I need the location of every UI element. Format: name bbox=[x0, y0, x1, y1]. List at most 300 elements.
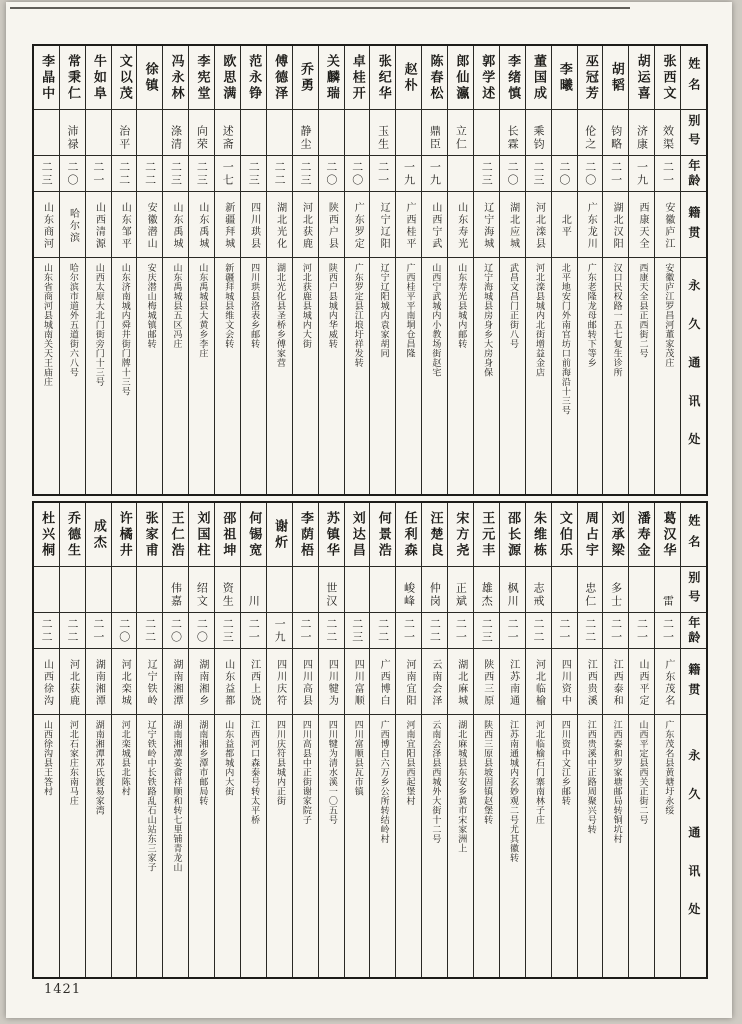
person-native-place: 云南会泽 bbox=[422, 649, 447, 715]
person-native-place: 河北获鹿 bbox=[60, 649, 85, 715]
person-column bbox=[422, 46, 448, 494]
person-age: 二一 bbox=[370, 156, 395, 192]
person-address: 西康天全县正西街二号 bbox=[637, 263, 648, 358]
person-column bbox=[345, 46, 371, 494]
person-name: 李荫梧 bbox=[293, 503, 318, 567]
person-column bbox=[629, 46, 655, 494]
person-name: 杜兴桐 bbox=[34, 503, 59, 567]
person-age: 二一 bbox=[552, 613, 577, 649]
person-name: 宋方尧 bbox=[448, 503, 473, 567]
person-native-place: 山东邹平 bbox=[112, 192, 137, 258]
person-address: 新疆拜城县维文会转 bbox=[223, 263, 234, 349]
person-age: 二一 bbox=[603, 613, 628, 649]
person-age: 二一 bbox=[86, 156, 111, 192]
person-address: 山东禹城县大黄乡李庄 bbox=[197, 263, 208, 358]
person-age: 一九 bbox=[422, 156, 447, 192]
person-age: 二二 bbox=[137, 613, 162, 649]
person-age: 一九 bbox=[267, 613, 292, 649]
person-column bbox=[293, 503, 319, 977]
person-name: 赵朴 bbox=[396, 46, 421, 110]
person-alias: 世汉 bbox=[319, 567, 344, 613]
person-age: 二二 bbox=[137, 156, 162, 192]
person-address: 山西太原大北门街旁门十三号 bbox=[93, 263, 104, 387]
person-name: 乔德生 bbox=[60, 503, 85, 567]
person-native-place: 河北栾城 bbox=[112, 649, 137, 715]
person-native-place: 河北临榆 bbox=[526, 649, 551, 715]
person-column bbox=[241, 503, 267, 977]
person-name: 朱维栋 bbox=[526, 503, 551, 567]
person-name: 巫冠芳 bbox=[578, 46, 603, 110]
person-alias bbox=[34, 110, 59, 156]
person-name: 何锡宽 bbox=[241, 503, 266, 567]
person-address: 广东茂名县黄塘圩永绥 bbox=[663, 720, 674, 815]
person-native-place: 湖南湘潭 bbox=[163, 649, 188, 715]
person-name: 陈春松 bbox=[422, 46, 447, 110]
person-address: 广西博白六万乡公所转结岭村 bbox=[378, 720, 389, 844]
header-name-label: 姓名 bbox=[681, 46, 706, 110]
person-age: 二〇 bbox=[319, 156, 344, 192]
person-native-place: 江西泰和 bbox=[603, 649, 628, 715]
person-column bbox=[500, 503, 526, 977]
person-alias bbox=[345, 567, 370, 613]
person-alias: 立仁 bbox=[448, 110, 473, 156]
person-address: 江苏南通城内玄妙观二号尤其徽转 bbox=[508, 720, 519, 863]
person-name: 邵长源 bbox=[500, 503, 525, 567]
person-age: 二二 bbox=[267, 156, 292, 192]
person-address: 山西宁武城内小教场街赵宅 bbox=[430, 263, 441, 377]
person-native-place: 山东商河 bbox=[34, 192, 59, 258]
person-alias: 涤清 bbox=[163, 110, 188, 156]
person-address: 江西泰和罗家塘邮局转铜坑村 bbox=[611, 720, 622, 844]
person-alias: 雄杰 bbox=[474, 567, 499, 613]
person-address: 四川资中文江乡邮转 bbox=[559, 720, 570, 806]
person-name: 汪楚良 bbox=[422, 503, 447, 567]
person-address: 山西徐沟县王答村 bbox=[42, 720, 53, 796]
person-address: 广东老隆龙母邮转下等乡 bbox=[585, 263, 596, 368]
person-age: 二〇 bbox=[578, 156, 603, 192]
person-column bbox=[34, 46, 60, 494]
person-column bbox=[448, 503, 474, 977]
person-name: 郭学述 bbox=[474, 46, 499, 110]
person-native-place: 陕西三原 bbox=[474, 649, 499, 715]
person-native-place: 山西宁武 bbox=[422, 192, 447, 258]
person-name: 李曦 bbox=[552, 46, 577, 110]
person-age: 二三 bbox=[163, 156, 188, 192]
person-column bbox=[137, 503, 163, 977]
person-age: 二一 bbox=[396, 613, 421, 649]
person-native-place: 哈尔滨 bbox=[60, 192, 85, 258]
person-name: 傅德泽 bbox=[267, 46, 292, 110]
person-address: 山东寿光县城内邮转 bbox=[456, 263, 467, 349]
person-column bbox=[215, 46, 241, 494]
person-age: 二二 bbox=[60, 613, 85, 649]
person-age: 二二 bbox=[422, 613, 447, 649]
person-alias: 仲岗 bbox=[422, 567, 447, 613]
registry-table-top bbox=[32, 44, 708, 496]
person-alias bbox=[319, 110, 344, 156]
person-address: 江西河口森泰号转太平桥 bbox=[249, 720, 260, 825]
person-address: 安庆潜山梅城镇邮转 bbox=[145, 263, 156, 349]
person-native-place: 山东禹城 bbox=[189, 192, 214, 258]
person-column bbox=[60, 503, 86, 977]
person-address: 湖南湘潭邓氏渡易家湾 bbox=[93, 720, 104, 815]
person-alias: 多士 bbox=[603, 567, 628, 613]
person-name: 张西文 bbox=[655, 46, 680, 110]
person-address: 河北栾城县北陈村 bbox=[119, 720, 130, 796]
person-native-place: 四川庆符 bbox=[267, 649, 292, 715]
person-alias bbox=[267, 110, 292, 156]
person-age: 二二 bbox=[34, 613, 59, 649]
person-name: 文伯乐 bbox=[552, 503, 577, 567]
person-age: 二三 bbox=[189, 156, 214, 192]
person-alias: 雷 bbox=[655, 567, 680, 613]
person-name: 邵祖坤 bbox=[215, 503, 240, 567]
person-alias bbox=[345, 110, 370, 156]
person-column bbox=[267, 503, 293, 977]
person-column bbox=[319, 46, 345, 494]
person-age: 二一 bbox=[448, 613, 473, 649]
person-name: 刘承梁 bbox=[603, 503, 628, 567]
person-address: 河北滦县城内北街增益金店 bbox=[533, 263, 544, 377]
person-column bbox=[474, 46, 500, 494]
person-alias bbox=[552, 110, 577, 156]
person-name: 刘国柱 bbox=[189, 503, 214, 567]
person-age: 一九 bbox=[629, 156, 654, 192]
person-column bbox=[241, 46, 267, 494]
person-age: 二〇 bbox=[60, 156, 85, 192]
person-alias: 绍文 bbox=[189, 567, 214, 613]
person-name: 王仁浩 bbox=[163, 503, 188, 567]
person-name: 文以茂 bbox=[112, 46, 137, 110]
person-age: 二三 bbox=[215, 613, 240, 649]
person-native-place: 北平 bbox=[552, 192, 577, 258]
person-column bbox=[422, 503, 448, 977]
person-column bbox=[474, 503, 500, 977]
person-alias: 伟嘉 bbox=[163, 567, 188, 613]
person-address: 汉口民权路一五七复生诊所 bbox=[611, 263, 622, 377]
person-column bbox=[112, 503, 138, 977]
person-age: 二一 bbox=[241, 613, 266, 649]
paper-sheet bbox=[6, 2, 732, 1018]
person-address: 山东益都城内大街 bbox=[223, 720, 234, 796]
person-native-place: 江西上饶 bbox=[241, 649, 266, 715]
person-alias bbox=[137, 110, 162, 156]
person-alias: 正斌 bbox=[448, 567, 473, 613]
person-alias: 向荣 bbox=[189, 110, 214, 156]
header-address-label: 永久通讯处 bbox=[686, 278, 701, 471]
person-name: 张纪华 bbox=[370, 46, 395, 110]
person-column bbox=[396, 503, 422, 977]
person-column bbox=[163, 46, 189, 494]
person-native-place: 湖南湘潭 bbox=[86, 649, 111, 715]
person-name: 徐镇 bbox=[137, 46, 162, 110]
person-age: 二〇 bbox=[500, 156, 525, 192]
person-age: 二三 bbox=[293, 156, 318, 192]
header-alias-label: 别号 bbox=[681, 110, 706, 156]
person-address: 北平地安门外南官坊口前海沿十三号 bbox=[559, 263, 570, 415]
person-address: 山东省商河县城南关天王庙庄 bbox=[42, 263, 53, 387]
person-column bbox=[603, 503, 629, 977]
person-column bbox=[86, 46, 112, 494]
person-alias bbox=[60, 567, 85, 613]
person-native-place: 辽宁铁岭 bbox=[137, 649, 162, 715]
person-column bbox=[578, 503, 604, 977]
person-alias: 长霖 bbox=[500, 110, 525, 156]
person-age: 二〇 bbox=[189, 613, 214, 649]
person-native-place: 四川犍为 bbox=[319, 649, 344, 715]
person-native-place: 河南宜阳 bbox=[396, 649, 421, 715]
person-age: 一七 bbox=[215, 156, 240, 192]
person-native-place: 广东茂名 bbox=[655, 649, 680, 715]
person-address: 河南宜阳县西起堡村 bbox=[404, 720, 415, 806]
person-native-place: 湖南湘乡 bbox=[189, 649, 214, 715]
person-native-place: 陕西户县 bbox=[319, 192, 344, 258]
person-column bbox=[215, 503, 241, 977]
person-age: 二三 bbox=[241, 156, 266, 192]
person-column bbox=[629, 503, 655, 977]
person-native-place: 广东龙川 bbox=[578, 192, 603, 258]
person-name: 李绪慎 bbox=[500, 46, 525, 110]
person-age: 二一 bbox=[655, 156, 680, 192]
scan-edge-artifact bbox=[10, 7, 630, 9]
person-age: 二二 bbox=[112, 156, 137, 192]
person-column bbox=[112, 46, 138, 494]
person-alias bbox=[267, 567, 292, 613]
person-native-place: 湖北汉阳 bbox=[603, 192, 628, 258]
person-address: 河北临榆石门寨南林子庄 bbox=[533, 720, 544, 825]
person-address: 湖南湘潭姜畲祥顺和转七里铺青龙山 bbox=[171, 720, 182, 872]
header-name-label: 姓名 bbox=[681, 503, 706, 567]
person-column bbox=[137, 46, 163, 494]
person-column bbox=[552, 503, 578, 977]
person-address: 陕西户县城内华威转 bbox=[326, 263, 337, 349]
person-age: 二三 bbox=[474, 156, 499, 192]
person-age: 二一 bbox=[655, 613, 680, 649]
person-name: 苏镇华 bbox=[319, 503, 344, 567]
person-column bbox=[189, 503, 215, 977]
person-name: 常秉仁 bbox=[60, 46, 85, 110]
person-address: 江西贵溪中正路周聚兴号转 bbox=[585, 720, 596, 834]
person-alias bbox=[112, 567, 137, 613]
person-alias bbox=[293, 567, 318, 613]
person-age: 二三 bbox=[474, 613, 499, 649]
person-address: 武昌文昌门正街八号 bbox=[508, 263, 519, 349]
person-age: 二〇 bbox=[163, 613, 188, 649]
person-name: 任利森 bbox=[396, 503, 421, 567]
registry-table-bottom bbox=[32, 501, 708, 979]
person-column bbox=[655, 503, 681, 977]
person-column bbox=[267, 46, 293, 494]
person-alias: 峻峰 bbox=[396, 567, 421, 613]
person-alias bbox=[396, 110, 421, 156]
person-column bbox=[370, 503, 396, 977]
person-name: 冯永林 bbox=[163, 46, 188, 110]
header-column bbox=[681, 46, 706, 494]
person-native-place: 广东罗定 bbox=[345, 192, 370, 258]
header-alias-label: 别号 bbox=[681, 567, 706, 613]
person-age: 一九 bbox=[396, 156, 421, 192]
person-age: 二二 bbox=[526, 613, 551, 649]
person-name: 何景浩 bbox=[370, 503, 395, 567]
person-native-place: 湖北麻城 bbox=[448, 649, 473, 715]
person-alias bbox=[370, 567, 395, 613]
person-column bbox=[345, 503, 371, 977]
person-column bbox=[86, 503, 112, 977]
person-address: 四川高县中正街谢家院子 bbox=[300, 720, 311, 825]
person-column bbox=[189, 46, 215, 494]
person-name: 欧思满 bbox=[215, 46, 240, 110]
person-column bbox=[60, 46, 86, 494]
person-column bbox=[578, 46, 604, 494]
page-number: 1421 bbox=[44, 982, 82, 997]
person-address: 安徽庐江罗昌河董家茂庄 bbox=[663, 263, 674, 368]
person-alias bbox=[86, 110, 111, 156]
person-age: 二〇 bbox=[112, 613, 137, 649]
header-native-label: 籍贯 bbox=[681, 192, 706, 258]
person-address: 辽宁海城县房身乡大房身保 bbox=[482, 263, 493, 377]
person-native-place: 江西贵溪 bbox=[578, 649, 603, 715]
person-name: 周占宇 bbox=[578, 503, 603, 567]
person-alias: 沛禄 bbox=[60, 110, 85, 156]
person-alias: 玉生 bbox=[370, 110, 395, 156]
person-column bbox=[34, 503, 60, 977]
person-native-place: 四川珙县 bbox=[241, 192, 266, 258]
person-name: 郎仙瀛 bbox=[448, 46, 473, 110]
person-address: 辽宁辽阳城内袁家胡同 bbox=[378, 263, 389, 358]
person-age bbox=[448, 156, 473, 192]
header-column bbox=[681, 503, 706, 977]
person-native-place: 辽宁海城 bbox=[474, 192, 499, 258]
person-age: 二〇 bbox=[345, 156, 370, 192]
person-alias: 资生 bbox=[215, 567, 240, 613]
person-address: 广东罗定县江埌圩祥发转 bbox=[352, 263, 363, 368]
person-native-place: 湖北应城 bbox=[500, 192, 525, 258]
person-name: 胡韬 bbox=[603, 46, 628, 110]
person-native-place: 新疆拜城 bbox=[215, 192, 240, 258]
person-age: 二一 bbox=[86, 613, 111, 649]
person-address: 山东禹城县五区冯庄 bbox=[171, 263, 182, 349]
person-column bbox=[448, 46, 474, 494]
person-native-place: 湖北光化 bbox=[267, 192, 292, 258]
person-alias: 志戒 bbox=[526, 567, 551, 613]
registry-tables bbox=[32, 44, 708, 979]
person-address: 辽宁铁岭中长铁路乱石山站东三家子 bbox=[145, 720, 156, 872]
header-age-label: 年龄 bbox=[681, 156, 706, 192]
person-address: 陕西三原县坡固镇赵堡转 bbox=[482, 720, 493, 825]
person-column bbox=[163, 503, 189, 977]
person-address: 四川庆符县城内正街 bbox=[275, 720, 286, 806]
person-alias: 忠仁 bbox=[578, 567, 603, 613]
person-alias: 述斋 bbox=[215, 110, 240, 156]
person-alias: 川 bbox=[241, 567, 266, 613]
person-column bbox=[319, 503, 345, 977]
person-name: 卓桂开 bbox=[345, 46, 370, 110]
person-alias bbox=[86, 567, 111, 613]
person-native-place: 山东寿光 bbox=[448, 192, 473, 258]
person-column bbox=[552, 46, 578, 494]
person-name: 潘寿金 bbox=[629, 503, 654, 567]
person-column bbox=[370, 46, 396, 494]
person-native-place: 西康天全 bbox=[629, 192, 654, 258]
person-name: 李宪堂 bbox=[189, 46, 214, 110]
person-native-place: 安徽潜山 bbox=[137, 192, 162, 258]
person-name: 谢炘 bbox=[267, 503, 292, 567]
person-native-place: 河北滦县 bbox=[526, 192, 551, 258]
person-address: 四川富顺县瓦市镇 bbox=[352, 720, 363, 796]
person-name: 王元丰 bbox=[474, 503, 499, 567]
person-native-place: 广西博白 bbox=[370, 649, 395, 715]
person-address: 山西平定县西关正街二号 bbox=[637, 720, 648, 825]
person-alias bbox=[552, 567, 577, 613]
person-address: 四川珙县洛表乡邮转 bbox=[249, 263, 260, 349]
person-address: 河北石家庄东南马庄 bbox=[67, 720, 78, 806]
person-name: 董国成 bbox=[526, 46, 551, 110]
person-alias: 枫川 bbox=[500, 567, 525, 613]
person-age: 二一 bbox=[603, 156, 628, 192]
person-name: 葛汉华 bbox=[655, 503, 680, 567]
person-age: 二一 bbox=[293, 613, 318, 649]
person-alias: 静尘 bbox=[293, 110, 318, 156]
person-name: 牛如阜 bbox=[86, 46, 111, 110]
person-name: 张家甫 bbox=[137, 503, 162, 567]
person-column bbox=[526, 46, 552, 494]
person-address: 哈尔滨市道外五道街六八号 bbox=[67, 263, 78, 377]
person-age: 二一 bbox=[500, 613, 525, 649]
person-age: 二三 bbox=[34, 156, 59, 192]
person-column bbox=[293, 46, 319, 494]
person-native-place: 四川资中 bbox=[552, 649, 577, 715]
person-address: 湖南湘乡潭市邮局转 bbox=[197, 720, 208, 806]
person-address: 四川犍为清水溪一〇五号 bbox=[326, 720, 337, 825]
person-address: 湖北麻城县东安乡黄市宋家洲上 bbox=[456, 720, 467, 853]
person-native-place: 河北获鹿 bbox=[293, 192, 318, 258]
person-address: 云南会泽县西城外大街十二号 bbox=[430, 720, 441, 844]
person-age: 二一 bbox=[629, 613, 654, 649]
person-alias: 治平 bbox=[112, 110, 137, 156]
person-alias bbox=[629, 567, 654, 613]
person-name: 关麟瑞 bbox=[319, 46, 344, 110]
person-age: 二〇 bbox=[552, 156, 577, 192]
person-address: 河北获鹿县城内大街 bbox=[300, 263, 311, 349]
person-address: 湖北光化县圣桥乡傅家营 bbox=[275, 263, 286, 368]
person-native-place: 辽宁辽阳 bbox=[370, 192, 395, 258]
person-name: 李晶中 bbox=[34, 46, 59, 110]
person-native-place: 四川高县 bbox=[293, 649, 318, 715]
person-name: 范永铮 bbox=[241, 46, 266, 110]
header-native-label: 籍贯 bbox=[681, 649, 706, 715]
person-name: 许橘井 bbox=[112, 503, 137, 567]
person-native-place: 安徽庐江 bbox=[655, 192, 680, 258]
person-alias: 伦之 bbox=[578, 110, 603, 156]
header-address-label: 永久通讯处 bbox=[686, 748, 701, 941]
person-native-place: 山东禹城 bbox=[163, 192, 188, 258]
person-column bbox=[526, 503, 552, 977]
person-column bbox=[655, 46, 681, 494]
person-alias bbox=[137, 567, 162, 613]
person-native-place: 山东益都 bbox=[215, 649, 240, 715]
person-alias bbox=[474, 110, 499, 156]
person-native-place: 山西平定 bbox=[629, 649, 654, 715]
person-alias bbox=[34, 567, 59, 613]
person-alias: 乘钧 bbox=[526, 110, 551, 156]
person-age: 二三 bbox=[526, 156, 551, 192]
person-address: 山东济南城内舜井街门牌十三号 bbox=[119, 263, 130, 396]
person-alias bbox=[241, 110, 266, 156]
person-column bbox=[500, 46, 526, 494]
person-name: 成杰 bbox=[86, 503, 111, 567]
person-alias: 济康 bbox=[629, 110, 654, 156]
person-native-place: 广西桂平 bbox=[396, 192, 421, 258]
